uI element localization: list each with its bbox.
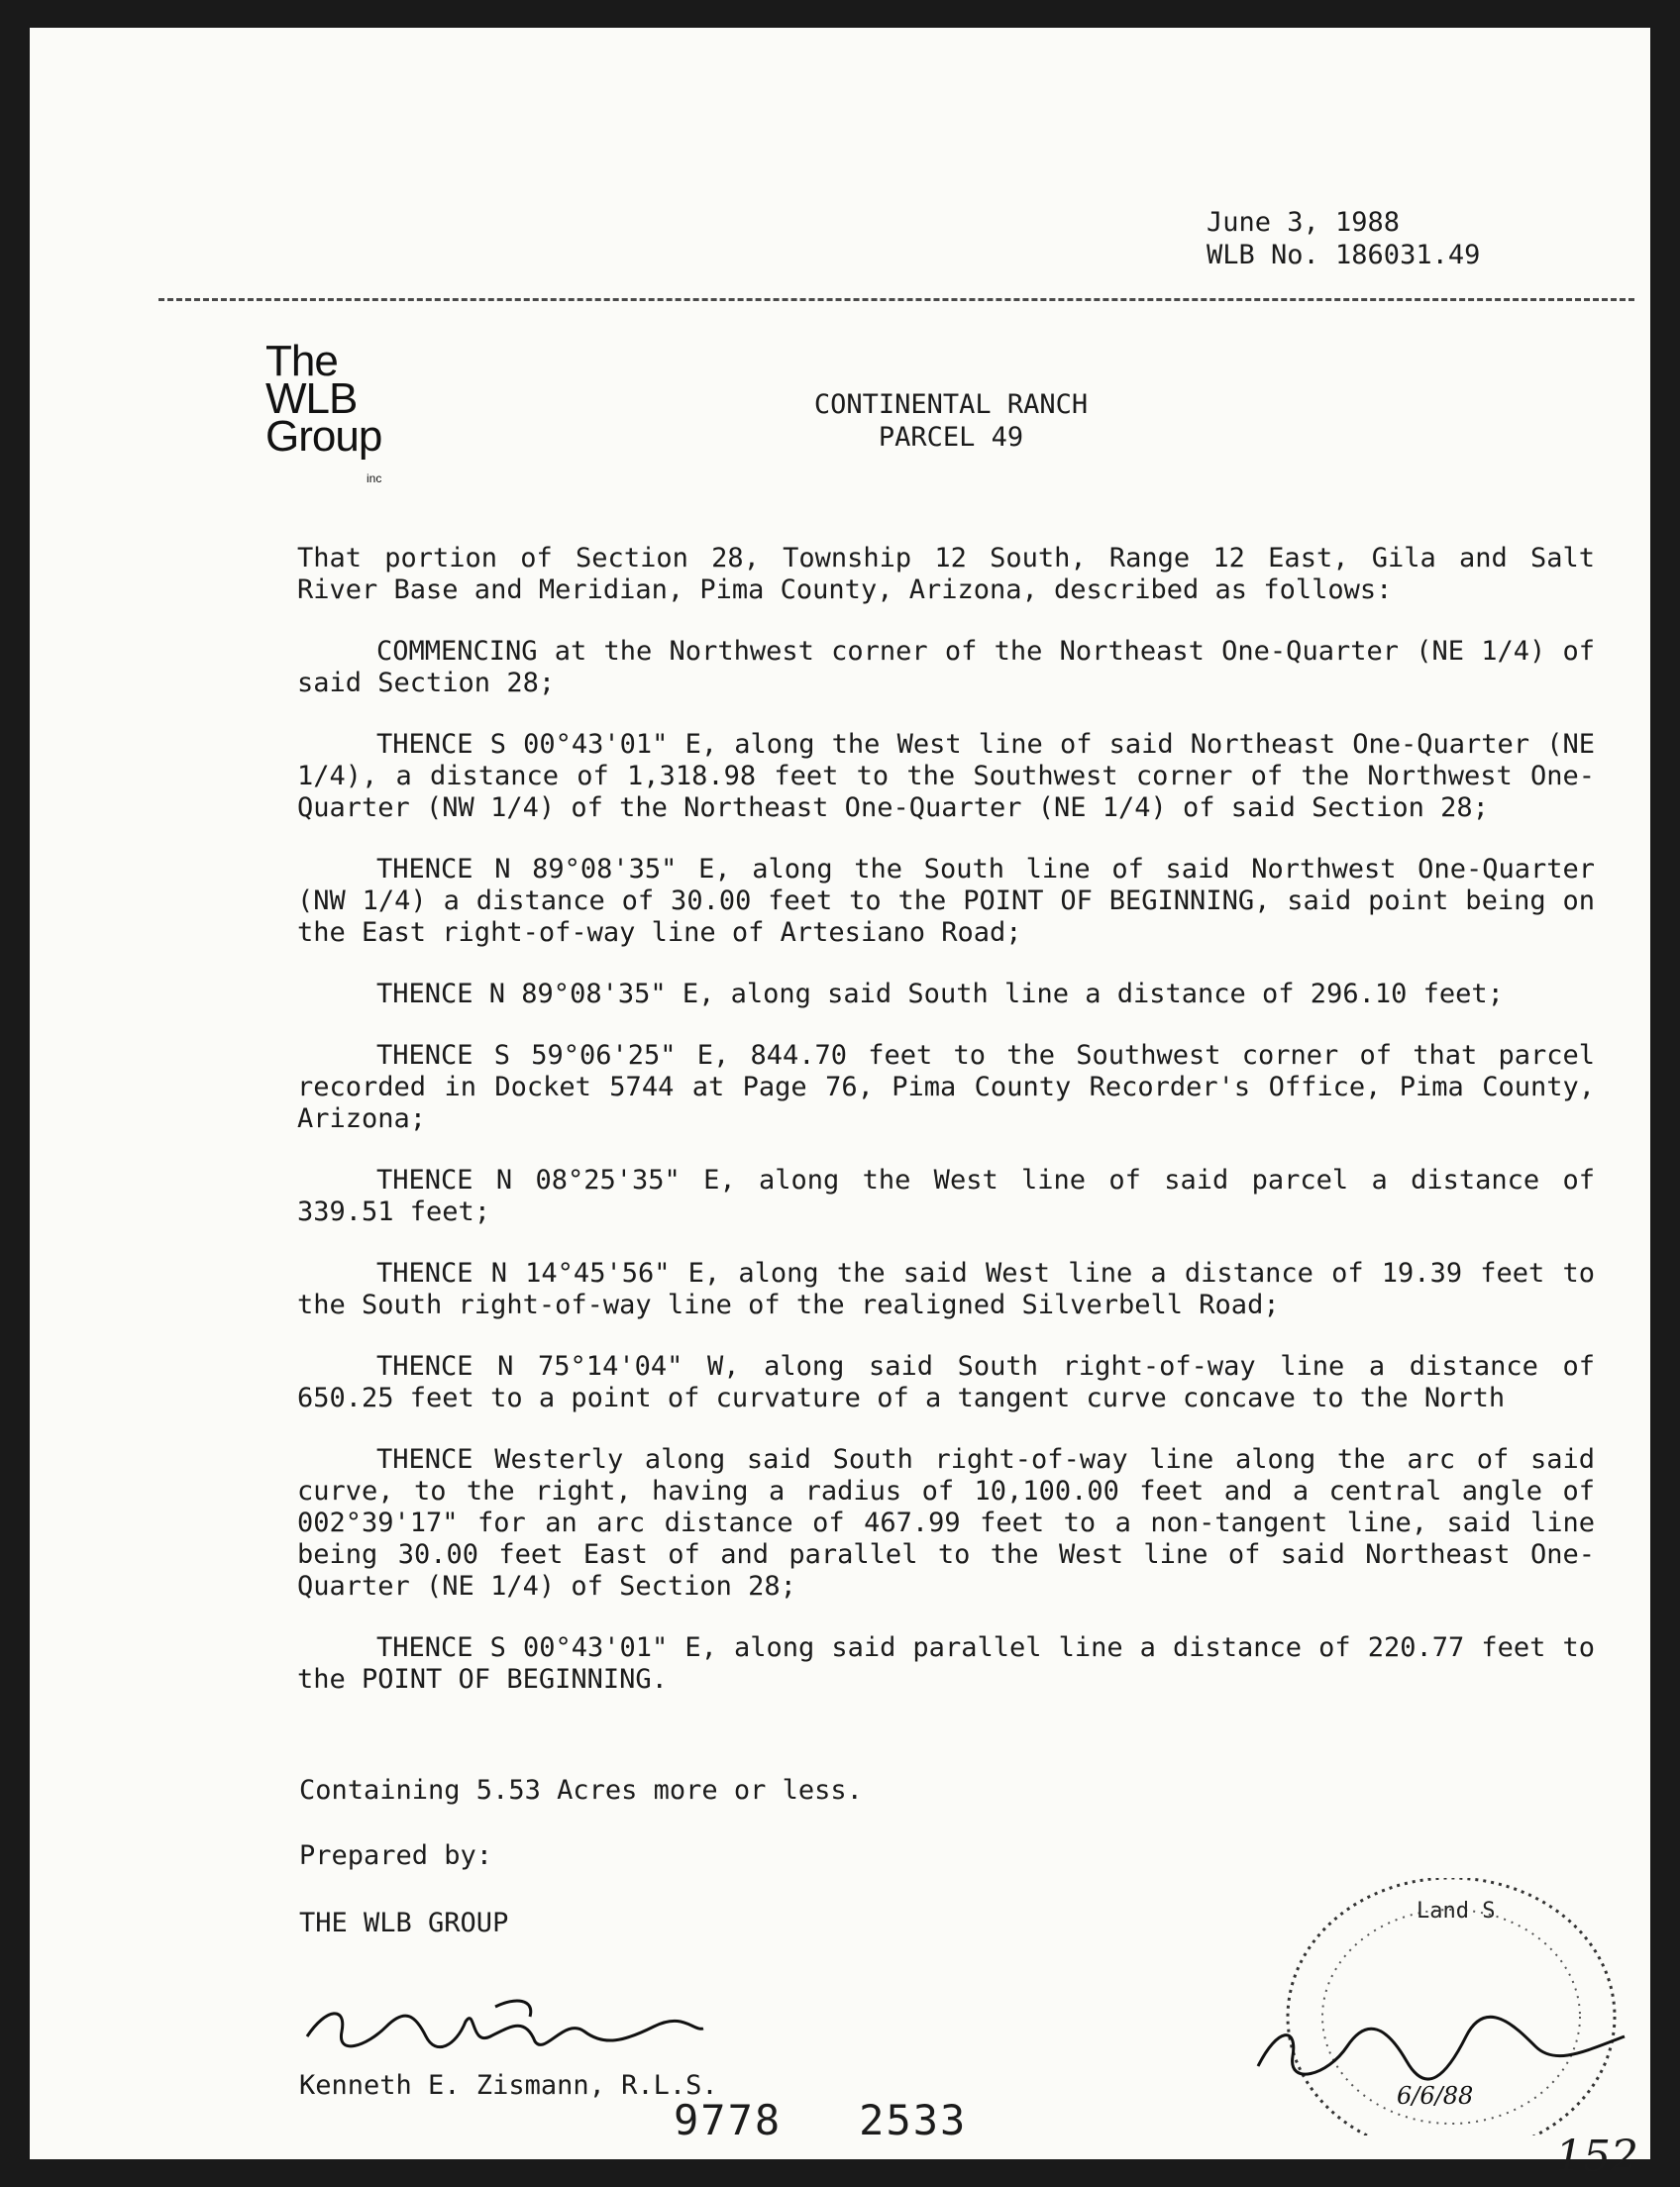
course-paragraph: THENCE N 89°08'35" E, along the South line of said Northwest One-Quarter (NW 1/4) a distance of 30.00 feet to the POINT OF BEGINNING, said point being on the East right-of-way line of Artesiano Road; — [297, 854, 1595, 948]
handwritten-signature — [297, 1987, 713, 2066]
prepared-by-label: Prepared by: — [299, 1840, 493, 1871]
course-paragraph: THENCE S 59°06'25" E, 844.70 feet to the Southwest corner of that parcel recorded in Docket 5744 at Page 76, Pima County Recorder's Office, Pima County, Arizona; — [297, 1040, 1595, 1134]
document-header — [1207, 206, 1480, 271]
seal-date: 6/6/88 — [1397, 2082, 1474, 2110]
logo-line-2: WLB — [265, 374, 358, 423]
logo-line-3: Group — [265, 412, 382, 461]
page-number: 2533 — [859, 2096, 968, 2144]
course-paragraph: THENCE N 14°45'56" E, along the said West line a distance of 19.39 feet to the South right-of-way line of the realigned Silverbell Road; — [297, 1258, 1595, 1320]
company-name: THE WLB GROUP — [299, 1908, 509, 1938]
course-paragraph: THENCE Westerly along said South right-of-way line along the arc of said curve, to the right, having a radius of 10,100.00 feet and a central angle of 002°39'17" for an arc distance of 467.99 feet to a non-tangent line, said line being 30.00 feet East of and parallel to the West line of said Northeast One-Quarter (NE 1/4) of Section 28; — [297, 1444, 1595, 1602]
course-paragraph: THENCE S 00°43'01" E, along the West line of said Northeast One-Quarter (NE 1/4), a distance of 1,318.98 feet to the Southwest corner of the Northwest One-Quarter (NW 1/4) of the Northeast One-Quarter (NE 1/4) of said Section 28; — [297, 729, 1595, 823]
legal-description — [297, 543, 1595, 1725]
docket-page-numbers — [674, 2098, 1044, 2143]
course-paragraph: THENCE S 00°43'01" E, along said parallel line a distance of 220.77 feet to the POINT OF BEGINNING. — [297, 1632, 1595, 1695]
logo-suffix: inc — [367, 471, 382, 485]
document-page — [30, 28, 1650, 2182]
title-line-2: PARCEL 49 — [878, 422, 1024, 453]
signer-name: Kenneth E. Zismann, R.L.S. — [299, 2070, 718, 2101]
course-paragraph: THENCE N 75°14'04" W, along said South right-of-way line a distance of 650.25 feet to a point of curvature of a tangent curve concave to the North — [297, 1351, 1595, 1413]
surveyor-seal — [1238, 1878, 1644, 2135]
docket-number: 9778 — [674, 2096, 783, 2144]
seal-text: Land S — [1417, 1899, 1496, 1924]
area-statement: Containing 5.53 Acres more or less. — [299, 1775, 863, 1806]
course-paragraph: THENCE N 89°08'35" E, along said South line a distance of 296.10 feet; — [376, 979, 1504, 1009]
course-paragraph: COMMENCING at the Northwest corner of the Northeast One-Quarter (NE 1/4) of said Section 28; — [297, 636, 1595, 698]
intro-paragraph: That portion of Section 28, Township 12 South, Range 12 East, Gila and Salt River Base and Meridian, Pima County, Arizona, described as follows: — [297, 543, 1595, 605]
handwritten-page-number: 152 — [1555, 2132, 1638, 2182]
logo-line-1: The — [265, 337, 338, 385]
wlb-group-logo — [265, 337, 382, 485]
title-line-1: CONTINENTAL RANCH — [813, 389, 1089, 420]
header-divider — [158, 298, 1634, 301]
wlb-number: WLB No. 186031.49 — [1207, 240, 1481, 270]
course-paragraph: THENCE N 08°25'35" E, along the West line of said parcel a distance of 339.51 feet; — [297, 1165, 1595, 1227]
document-title — [713, 388, 1189, 454]
document-date: June 3, 1988 — [1207, 207, 1401, 238]
